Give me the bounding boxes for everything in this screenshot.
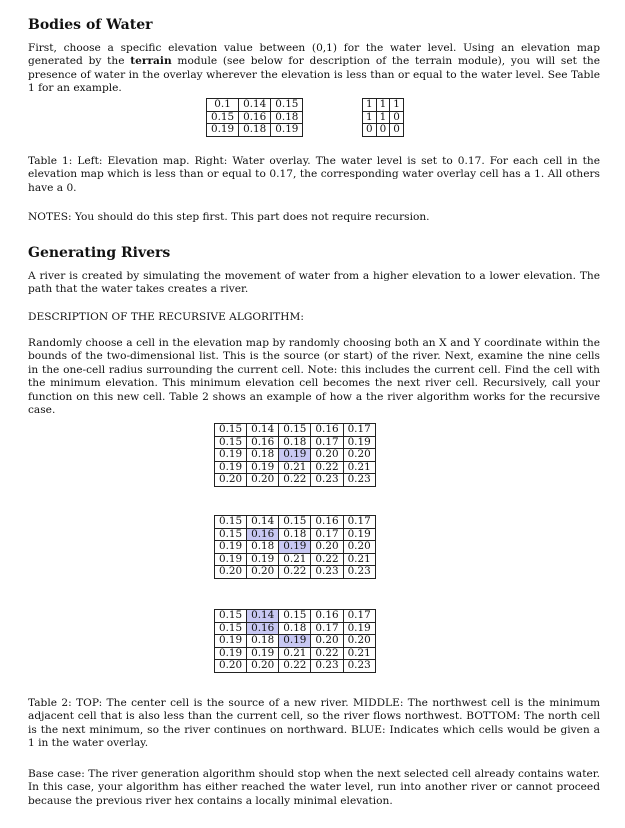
water-overlay-table (362, 98, 404, 137)
table-cell: 0.22 (311, 647, 343, 660)
table-cell: 0.23 (343, 474, 375, 487)
table-cell: 0.15 (215, 622, 247, 635)
table-cell: 0 (390, 111, 404, 124)
section-title-bodies-of-water: Bodies of Water (28, 17, 153, 33)
table-row (215, 610, 376, 623)
table-cell: 0.15 (207, 111, 239, 124)
river-grid-top (214, 423, 376, 487)
table-cell: 0.19 (247, 553, 279, 566)
table-cell: 0.18 (247, 541, 279, 554)
table-cell: 0.18 (279, 436, 311, 449)
table-row (215, 553, 376, 566)
table-cell: 0.19 (215, 647, 247, 660)
bodies-intro-part-b: module (see below for description of the terrain module), you will set the presence of water in the overlay wherever the elevation is less than or equal to the water level. See Table 1 for an example. (28, 55, 600, 95)
table-row (215, 461, 376, 474)
river-grid-bottom (214, 609, 376, 673)
section-title-generating-rivers: Generating Rivers (28, 245, 171, 261)
table-cell: 0 (363, 124, 377, 137)
table-row (215, 635, 376, 648)
table-cell: 0.19 (279, 449, 311, 462)
table-cell: 0.21 (343, 647, 375, 660)
table-cell: 0.1 (207, 99, 239, 112)
table-cell: 0.21 (343, 553, 375, 566)
table-cell: 0.19 (207, 124, 239, 137)
table-cell: 1 (376, 99, 390, 112)
table-row (363, 124, 404, 137)
table-cell: 0.21 (279, 647, 311, 660)
table-cell: 0.23 (311, 660, 343, 673)
table-cell: 1 (363, 99, 377, 112)
table-cell: 0.16 (239, 111, 271, 124)
table-cell: 0.16 (311, 424, 343, 437)
table-row (207, 99, 303, 112)
table-cell: 0.20 (247, 474, 279, 487)
table-cell: 0.15 (279, 516, 311, 529)
table-cell: 0.14 (247, 610, 279, 623)
table-cell: 0.15 (279, 610, 311, 623)
table-cell: 0.16 (247, 528, 279, 541)
table-cell: 0.16 (311, 516, 343, 529)
table-cell: 0.16 (247, 622, 279, 635)
table-cell: 0.15 (271, 99, 303, 112)
table2-caption: Table 2: TOP: The center cell is the source of a new river. MIDDLE: The northwest cell is the minimum adjacent cell that is also less than the current cell, so the river flows northwest. BOTTOM: The north cell is the next minimum, so the river continues on northward. BLUE: Indicates which cells would be given a 1 in the water overlay. (28, 697, 600, 750)
table-cell: 0.17 (343, 424, 375, 437)
table-cell: 0.19 (343, 622, 375, 635)
table-cell: 0.19 (343, 528, 375, 541)
table1-caption: Table 1: Left: Elevation map. Right: Water overlay. The water level is set to 0.17. For each cell in the elevation map which is less than or equal to 0.17, the corresponding water overlay cell has a 1. All others have a 0. (28, 155, 600, 194)
table-cell: 0.22 (311, 461, 343, 474)
table-cell: 0.20 (311, 635, 343, 648)
table-cell: 0.23 (311, 474, 343, 487)
terrain-bold-text: terrain (130, 55, 172, 68)
table-cell: 0.22 (279, 566, 311, 579)
table-cell: 0.16 (311, 610, 343, 623)
table-cell: 0.20 (343, 449, 375, 462)
table-cell: 0 (390, 124, 404, 137)
table-cell: 0.16 (247, 436, 279, 449)
table-cell: 1 (363, 111, 377, 124)
table-row (215, 541, 376, 554)
table-row (215, 660, 376, 673)
table-row (215, 424, 376, 437)
table-cell: 0.22 (279, 660, 311, 673)
table-cell: 0.20 (247, 566, 279, 579)
table-cell: 0.20 (247, 660, 279, 673)
table-row (207, 111, 303, 124)
table-cell: 0.17 (343, 516, 375, 529)
table-cell: 0.15 (215, 610, 247, 623)
table-row (215, 516, 376, 529)
table-cell: 0.21 (279, 461, 311, 474)
table-cell: 0.20 (215, 566, 247, 579)
base-case-paragraph: Base case: The river generation algorithm should stop when the next selected cell already contains water. In this case, your algorithm has either reached the water level, run into another river or cannot proceed because the previous river hex contains a locally minimal elevation. (28, 768, 600, 807)
table-cell: 0.18 (279, 528, 311, 541)
table-cell: 0.23 (343, 660, 375, 673)
table-cell: 0.15 (279, 424, 311, 437)
table-cell: 0.19 (247, 647, 279, 660)
algorithm-heading: DESCRIPTION OF THE RECURSIVE ALGORITHM: (28, 311, 304, 323)
table-row (363, 111, 404, 124)
table-cell: 1 (376, 111, 390, 124)
table-cell: 0 (376, 124, 390, 137)
rivers-intro-paragraph: A river is created by simulating the movement of water from a higher elevation to a lower elevation. The path that the water takes creates a river. (28, 270, 600, 296)
table-cell: 0.21 (343, 461, 375, 474)
table-cell: 0.19 (215, 635, 247, 648)
table-cell: 0.20 (343, 635, 375, 648)
table-cell: 0.22 (279, 474, 311, 487)
table-cell: 0.18 (239, 124, 271, 137)
table-cell: 0.14 (247, 516, 279, 529)
table-row (363, 99, 404, 112)
table-row (207, 124, 303, 137)
table-cell: 0.20 (215, 474, 247, 487)
table-cell: 0.18 (247, 635, 279, 648)
bodies-intro-paragraph (28, 42, 600, 96)
table-cell: 0.17 (343, 610, 375, 623)
elevation-map-table (206, 98, 303, 137)
table-cell: 0.19 (279, 635, 311, 648)
table-cell: 0.14 (239, 99, 271, 112)
river-grid-middle (214, 515, 376, 579)
table-cell: 0.19 (279, 541, 311, 554)
table-cell: 0.18 (247, 449, 279, 462)
table-cell: 0.19 (215, 449, 247, 462)
table-cell: 0.19 (271, 124, 303, 137)
table-cell: 0.17 (311, 436, 343, 449)
table-cell: 0.20 (311, 541, 343, 554)
table-cell: 0.15 (215, 528, 247, 541)
table-cell: 0.19 (215, 553, 247, 566)
table-cell: 0.20 (311, 449, 343, 462)
table-cell: 0.19 (215, 461, 247, 474)
algorithm-description: Randomly choose a cell in the elevation map by randomly choosing both an X and Y coordinate within the bounds of the two-dimensional list. This is the source (or start) of the river. Next, examine the nine cells in the one-cell radius surrounding the current cell. Note: this includes the current cell. Find the cell with the minimum elevation. This minimum elevation cell becomes the next river cell. Recursively, call your function on this new cell. Table 2 shows an example of how a the river algorithm works for the recursive case. (28, 337, 600, 417)
table-cell: 0.19 (247, 461, 279, 474)
table-cell: 0.15 (215, 436, 247, 449)
table-row (215, 528, 376, 541)
table-cell: 0.23 (343, 566, 375, 579)
table-cell: 0.18 (271, 111, 303, 124)
table-row (215, 647, 376, 660)
table-cell: 0.15 (215, 516, 247, 529)
table-cell: 0.18 (279, 622, 311, 635)
table-row (215, 622, 376, 635)
table-row (215, 449, 376, 462)
table-cell: 0.22 (311, 553, 343, 566)
table-cell: 0.19 (215, 541, 247, 554)
table-cell: 0.20 (343, 541, 375, 554)
table-cell: 0.17 (311, 622, 343, 635)
table-cell: 0.17 (311, 528, 343, 541)
table-cell: 0.15 (215, 424, 247, 437)
table-cell: 0.19 (343, 436, 375, 449)
table-row (215, 436, 376, 449)
table-cell: 1 (390, 99, 404, 112)
table-cell: 0.23 (311, 566, 343, 579)
notes-text: NOTES: You should do this step first. This part does not require recursion. (28, 211, 430, 223)
table-row (215, 474, 376, 487)
bodies-intro-part-a: First, choose a specific elevation value between (0,1) for the water level. Using an elevation map generated by the (28, 42, 600, 68)
table-cell: 0.14 (247, 424, 279, 437)
table-row (215, 566, 376, 579)
table-cell: 0.21 (279, 553, 311, 566)
table-cell: 0.20 (215, 660, 247, 673)
